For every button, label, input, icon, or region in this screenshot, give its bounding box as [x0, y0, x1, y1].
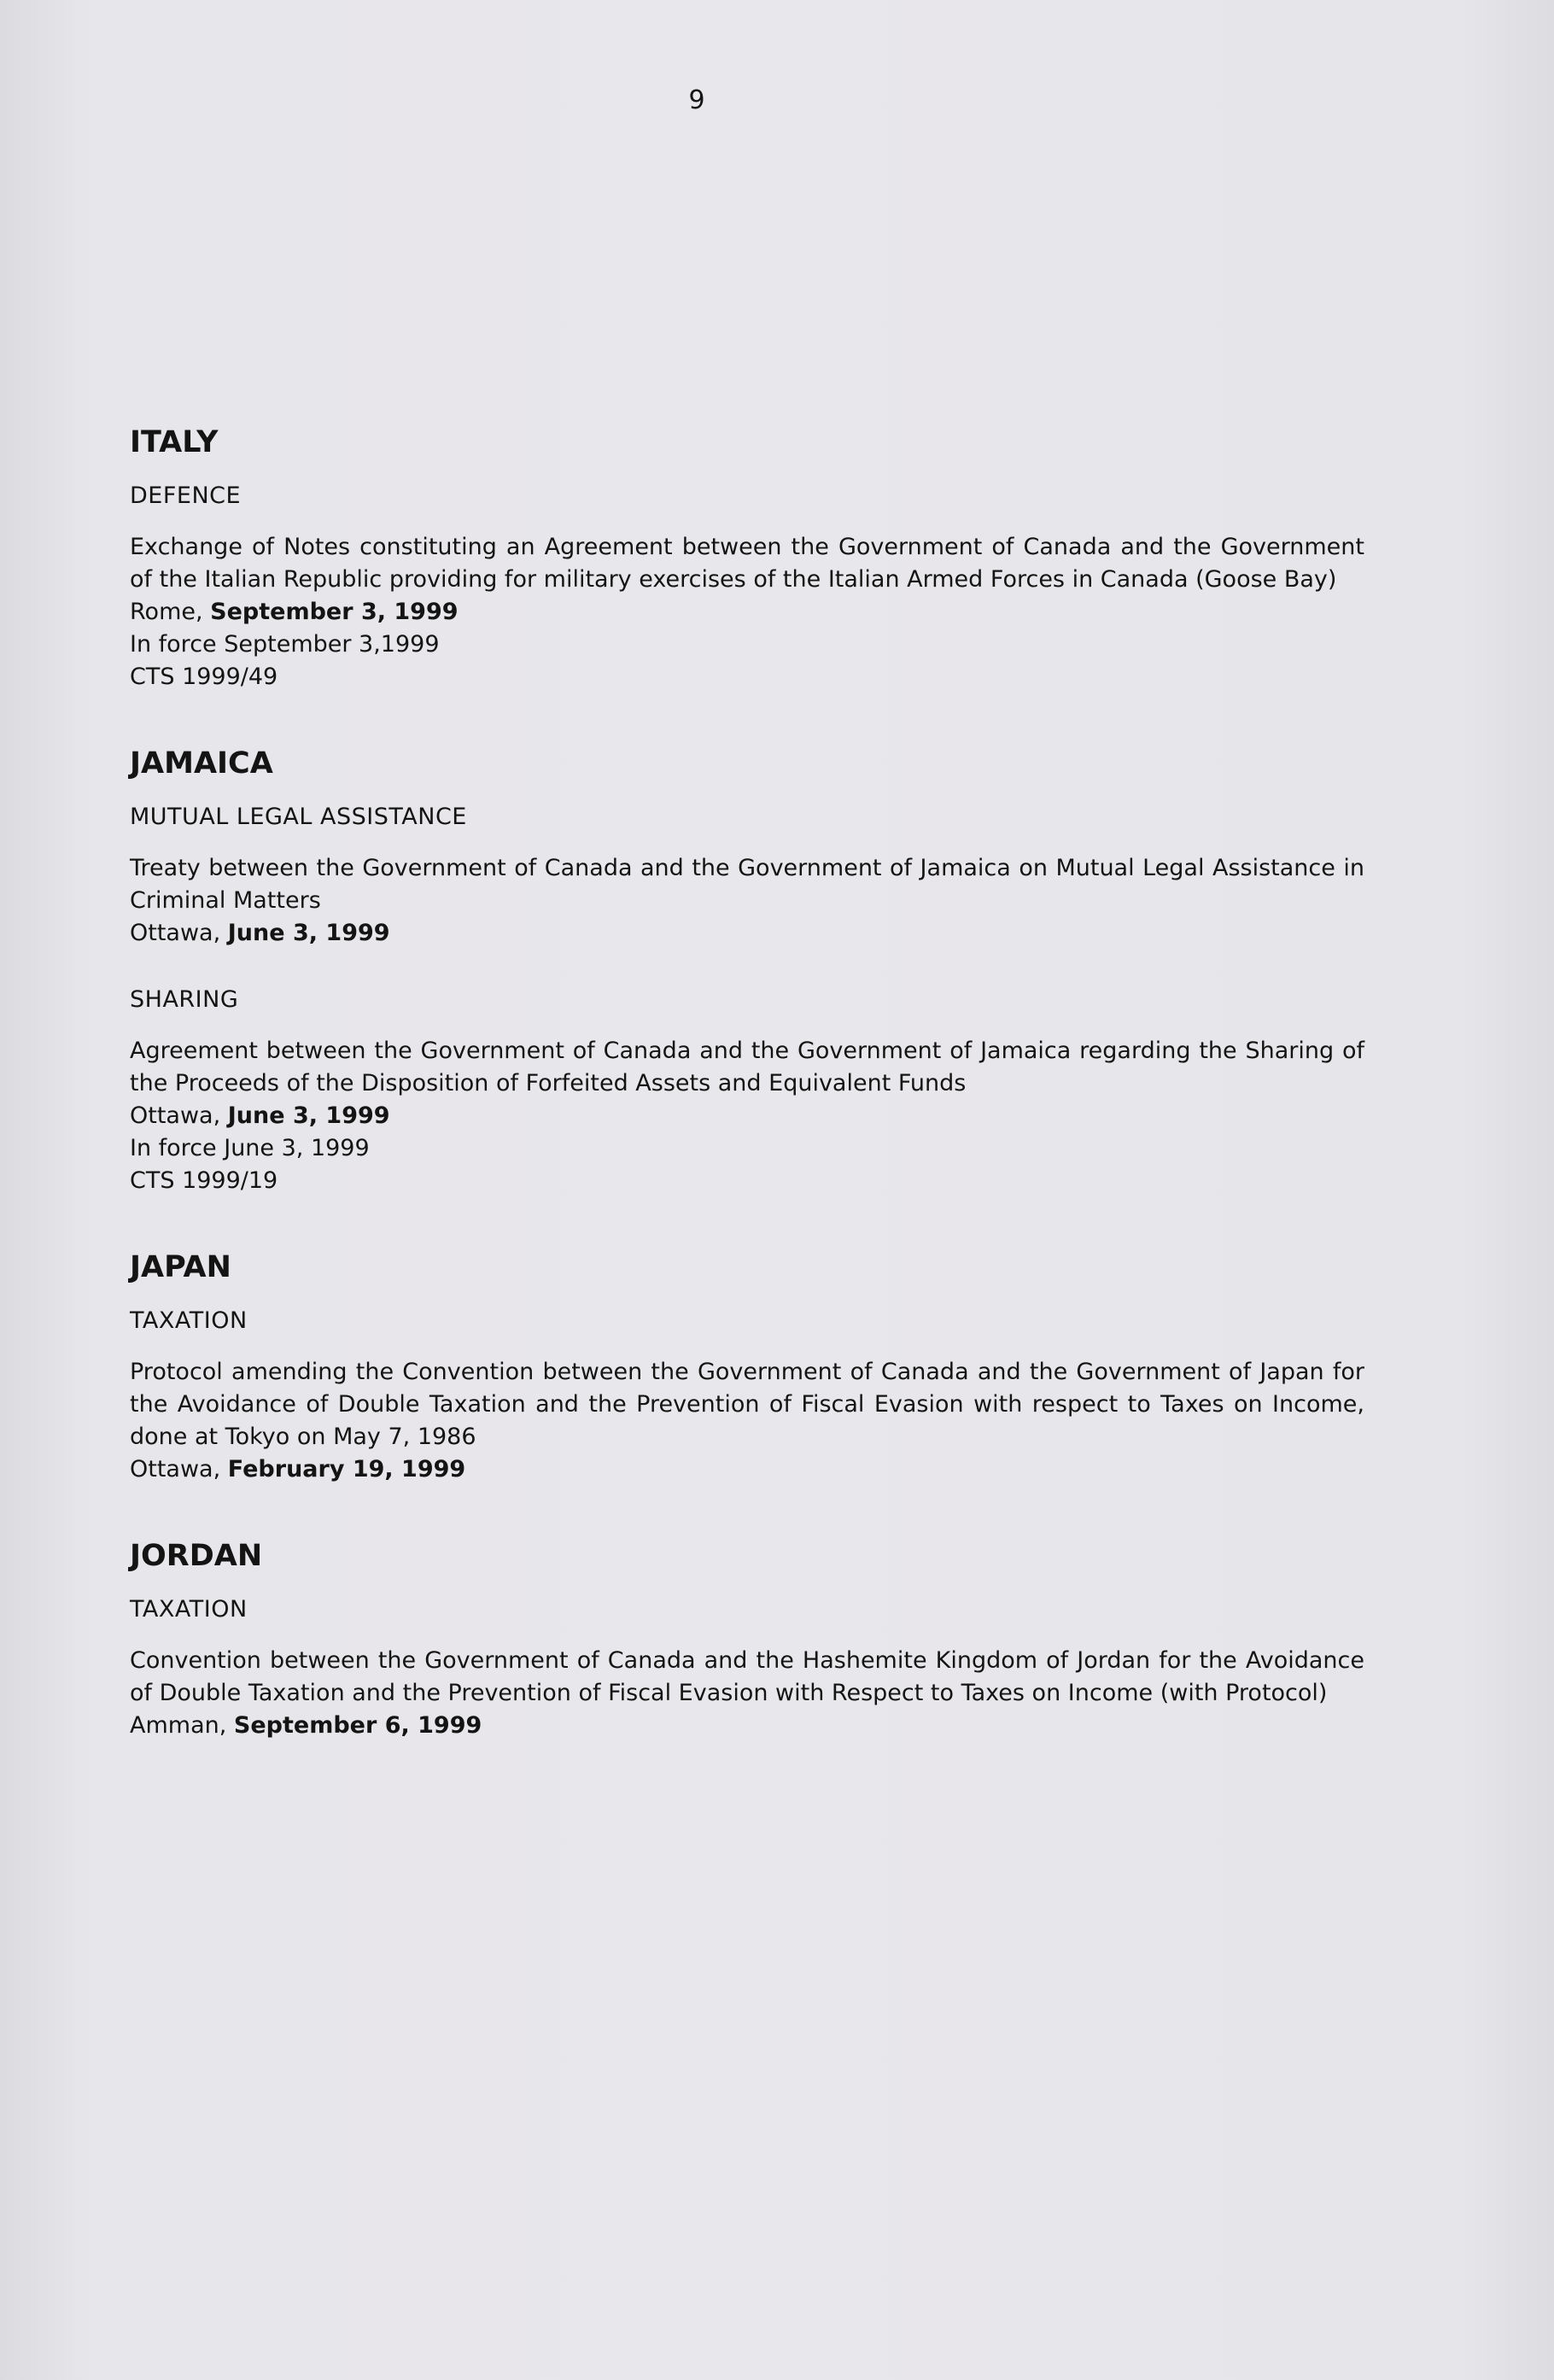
country-heading: ITALY: [130, 425, 219, 459]
category-heading: TAXATION: [130, 1307, 248, 1334]
treaty-description: Treaty between the Government of Canada and the Government of Jamaica on Mutual Legal Assistance in Criminal Matters: [130, 855, 1364, 914]
treaty-description: Convention between the Government of Canada and the Hashemite Kingdom of Jordan for the Avoidance of Double Taxation and the Prevention of Fiscal Evasion with Respect to Taxes on Income (with Protocol): [130, 1647, 1364, 1706]
treaty-entry: [130, 1645, 1364, 1742]
category-heading: MUTUAL LEGAL ASSISTANCE: [130, 804, 467, 830]
signing-line: [130, 1100, 1364, 1132]
signing-place: Amman,: [130, 1712, 234, 1739]
page-content: [130, 422, 1364, 1742]
in-force-line: In force June 3, 1999: [130, 1135, 370, 1161]
signing-line: [130, 1453, 1364, 1486]
category-heading: TAXATION: [130, 1596, 248, 1623]
country-section-italy: [130, 422, 1364, 693]
signing-date: June 3, 1999: [227, 920, 390, 946]
country-section-jamaica: [130, 743, 1364, 1197]
signing-date: September 3, 1999: [210, 599, 459, 625]
signing-place: Rome,: [130, 599, 211, 625]
treaty-description: Protocol amending the Convention between the Government of Canada and the Government of Japan for the Avoidance of Double Taxation and the Prevention of Fiscal Evasion with respect to Taxes on Income, done at Tokyo on May 7, 1986: [130, 1359, 1364, 1450]
treaty-entry: [130, 852, 1364, 950]
signing-place: Ottawa,: [130, 920, 228, 946]
signing-date: June 3, 1999: [227, 1102, 390, 1129]
treaty-entry: [130, 1356, 1364, 1486]
cts-reference: CTS 1999/19: [130, 1167, 278, 1194]
treaty-description: Exchange of Notes constituting an Agreement between the Government of Canada and the Government of the Italian Republic providing for military exercises of the Italian Armed Forces in Canada (Goose Bay): [130, 534, 1364, 593]
signing-place: Ottawa,: [130, 1456, 228, 1482]
signing-line: [130, 917, 1364, 950]
signing-line: [130, 1710, 1364, 1742]
treaty-entry: [130, 531, 1364, 693]
treaty-entry: [130, 1035, 1364, 1197]
category-heading: DEFENCE: [130, 482, 242, 509]
category-heading: SHARING: [130, 986, 239, 1013]
treaty-description: Agreement between the Government of Canada and the Government of Jamaica regarding the Sharing of the Proceeds of the Disposition of Forfeited Assets and Equivalent Funds: [130, 1038, 1364, 1096]
country-section-jordan: [130, 1535, 1364, 1742]
country-heading: JAMAICA: [130, 746, 273, 781]
country-heading: JAPAN: [130, 1250, 231, 1284]
signing-line: [130, 596, 1364, 629]
country-heading: JORDAN: [130, 1539, 263, 1573]
page-number: 9: [688, 85, 705, 115]
signing-place: Ottawa,: [130, 1102, 228, 1129]
country-section-japan: [130, 1247, 1364, 1486]
signing-date: February 19, 1999: [227, 1456, 466, 1482]
in-force-line: In force September 3,1999: [130, 631, 440, 658]
cts-reference: CTS 1999/49: [130, 664, 278, 690]
signing-date: September 6, 1999: [233, 1712, 482, 1739]
